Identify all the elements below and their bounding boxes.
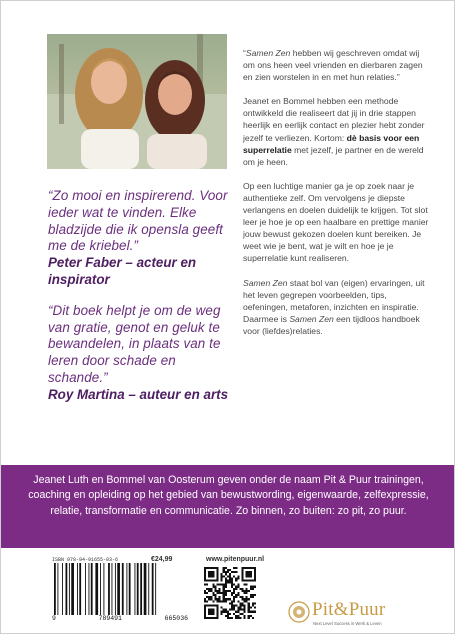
paragraph-text: een tijdloos handboek voor (liefdes)relaties. [243,313,420,336]
authors-photo-image [47,34,227,169]
website-link[interactable]: www.pitenpuur.nl [206,556,265,563]
testimonials [48,188,238,418]
barcode-digit-group: 665036 [164,615,188,622]
about-authors-text: Jeanet Luth en Bommel van Oosterum geven onder de naam Pit & Puur trainingen, coaching en opleiding op het gebied van bewustwording, eigenwaarde, zelfexpressie, relatie, transformatie en communicatie. Zo binnen, zo buiten: zo pit, zo puur. [28,474,429,517]
description-paragraph-2 [243,95,433,168]
logo-wordmark: Pit&Puur [312,599,386,620]
testimonial-author: Roy Martina – auteur en arts [48,386,229,402]
testimonial-quote: “Dit boek helpt je om de weg van gratie, genot en geluk te bewandelen, in plaats van te leren door schade en schande.” [48,302,221,385]
book-title-inline: Samen Zen [243,277,288,288]
logo-mark-icon [288,601,310,623]
about-authors-band [1,465,455,548]
barcode-digit-group: 9 [52,615,56,622]
paragraph-text: Jeanet en Bommel hebben een methode ontwikkeld die realiseert dat jij in drie stappen heerlijk en eerlijk contact en plezier hebt zonder jezelf te verliezen. Kortom: [243,96,425,143]
barcode-digits [52,615,188,622]
barcode-digit-group: 789491 [98,615,122,622]
paragraph-text: met jezelf, je partner en de wereld om je heen. [243,144,424,167]
authors-photo [47,34,227,169]
barcode-icon [52,563,188,615]
qr-code-icon [204,567,256,619]
paragraph-text: hebben wij geschreven omdat wij om ons heen veel vrienden en dierbaren zagen en zien worstelen in en met hun relaties. [243,48,423,83]
pit-en-puur-logo [288,599,438,629]
book-title-inline: Samen Zen [245,48,291,58]
book-title-inline: Samen Zen [289,313,334,324]
logo-tagline: Next Level Success in Werk & Leven [313,621,382,626]
description-paragraph-4 [243,277,433,337]
description-paragraph-1: “Samen Zen hebben wij geschreven omdat wij om ons heen veel vrienden en dierbaren zagen en zien worstelen in en met hun relaties.” [243,48,423,83]
isbn-label: ISBN 978-94-91655-03-6 [52,557,119,563]
description-paragraph-3: Op een luchtige manier ga je op zoek naar je authentieke zelf. Om vervolgens je diepste verlangens en doelen duidelijk te krijgen. Tot slot leer je hoe je op een haalbare en prettige manier jouw bewust gekozen doelen kunt bereiken. Je weet wie je bent, wat je wilt en hoe je je superrelatie kunt realiseren. [243,180,429,264]
testimonial-author: Peter Faber – acteur en inspirator [48,255,197,287]
price-label: €24,99 [151,556,173,563]
paragraph-text: staat bol van (eigen) ervaringen, uit het leven gegrepen voorbeelden, tips, oefeningen, metaforen, inzichten en inspiratie. Daarmee is [243,277,425,324]
emphasis-text: dè basis voor een superrelatie [243,132,420,155]
testimonial-quote: “Zo mooi en inspirerend. Voor ieder wat te vinden. Elke bladzijde die ik opensla geeft me de kriebel.” [48,188,228,254]
description-column [243,47,433,349]
